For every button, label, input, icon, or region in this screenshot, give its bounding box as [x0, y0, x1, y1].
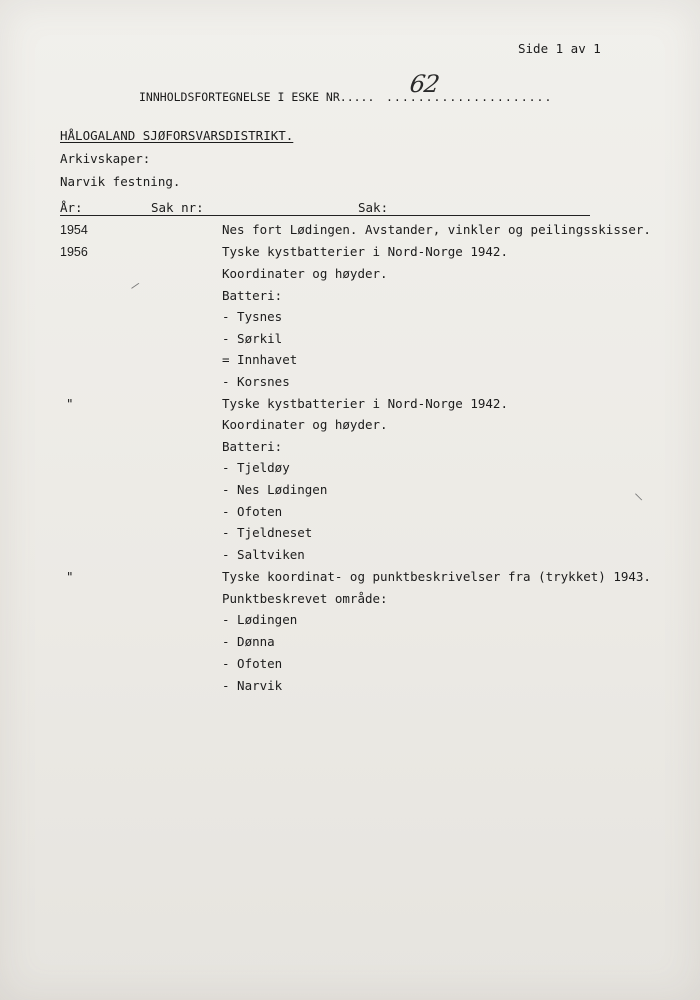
column-header-case-no: Sak nr: [151, 200, 204, 215]
entry-title: Tyske koordinat- og punktbeskrivelser fra (trykket) 1943. [222, 569, 651, 584]
list-item: = Innhavet [222, 352, 298, 367]
column-header-case: Sak: [358, 200, 389, 215]
list-item: - Lødingen [222, 612, 298, 627]
list-item: - Saltviken [222, 547, 305, 562]
column-header-year: År: [60, 200, 83, 215]
box-number-handwritten: 62 [408, 70, 441, 98]
entry-line: Punktbeskrevet område: [222, 591, 388, 606]
archive-creator-value: Narvik festning. [60, 174, 181, 189]
entry-year: 1956 [60, 245, 88, 259]
entry-year-ditto: " [66, 396, 74, 411]
list-item: - Dønna [222, 634, 275, 649]
entry-line: Koordinater og høyder. [222, 266, 388, 281]
entry-title: Nes fort Lødingen. Avstander, vinkler og peilingsskisser. [222, 222, 651, 237]
paper-speck: / [129, 280, 141, 293]
document-title: INNHOLDSFORTEGNELSE I ESKE NR..... [139, 90, 375, 104]
list-item: - Ofoten [222, 656, 283, 671]
entry-title: Tyske kystbatterier i Nord-Norge 1942. [222, 244, 508, 259]
entry-year: 1954 [60, 223, 88, 237]
title-dot-leader: ..................... [386, 90, 553, 104]
paper-speck: \ [634, 491, 644, 504]
list-item: - Korsnes [222, 374, 290, 389]
entry-line: Batteri: [222, 288, 283, 303]
entry-title: Tyske kystbatterier i Nord-Norge 1942. [222, 396, 508, 411]
district-heading: HÅLOGALAND SJØFORSVARSDISTRIKT. [60, 128, 294, 143]
entry-line: Koordinater og høyder. [222, 417, 388, 432]
list-item: - Narvik [222, 678, 283, 693]
entry-year-ditto: " [66, 569, 74, 584]
page-indicator: Side 1 av 1 [518, 41, 601, 56]
list-item: - Nes Lødingen [222, 482, 328, 497]
header-rule [60, 215, 590, 216]
entry-line: Batteri: [222, 439, 283, 454]
list-item: - Tjeldøy [222, 460, 290, 475]
list-item: - Ofoten [222, 504, 283, 519]
archive-creator-label: Arkivskaper: [60, 151, 151, 166]
list-item: - Tysnes [222, 309, 283, 324]
list-item: - Tjeldneset [222, 525, 313, 540]
list-item: - Sørkil [222, 331, 283, 346]
